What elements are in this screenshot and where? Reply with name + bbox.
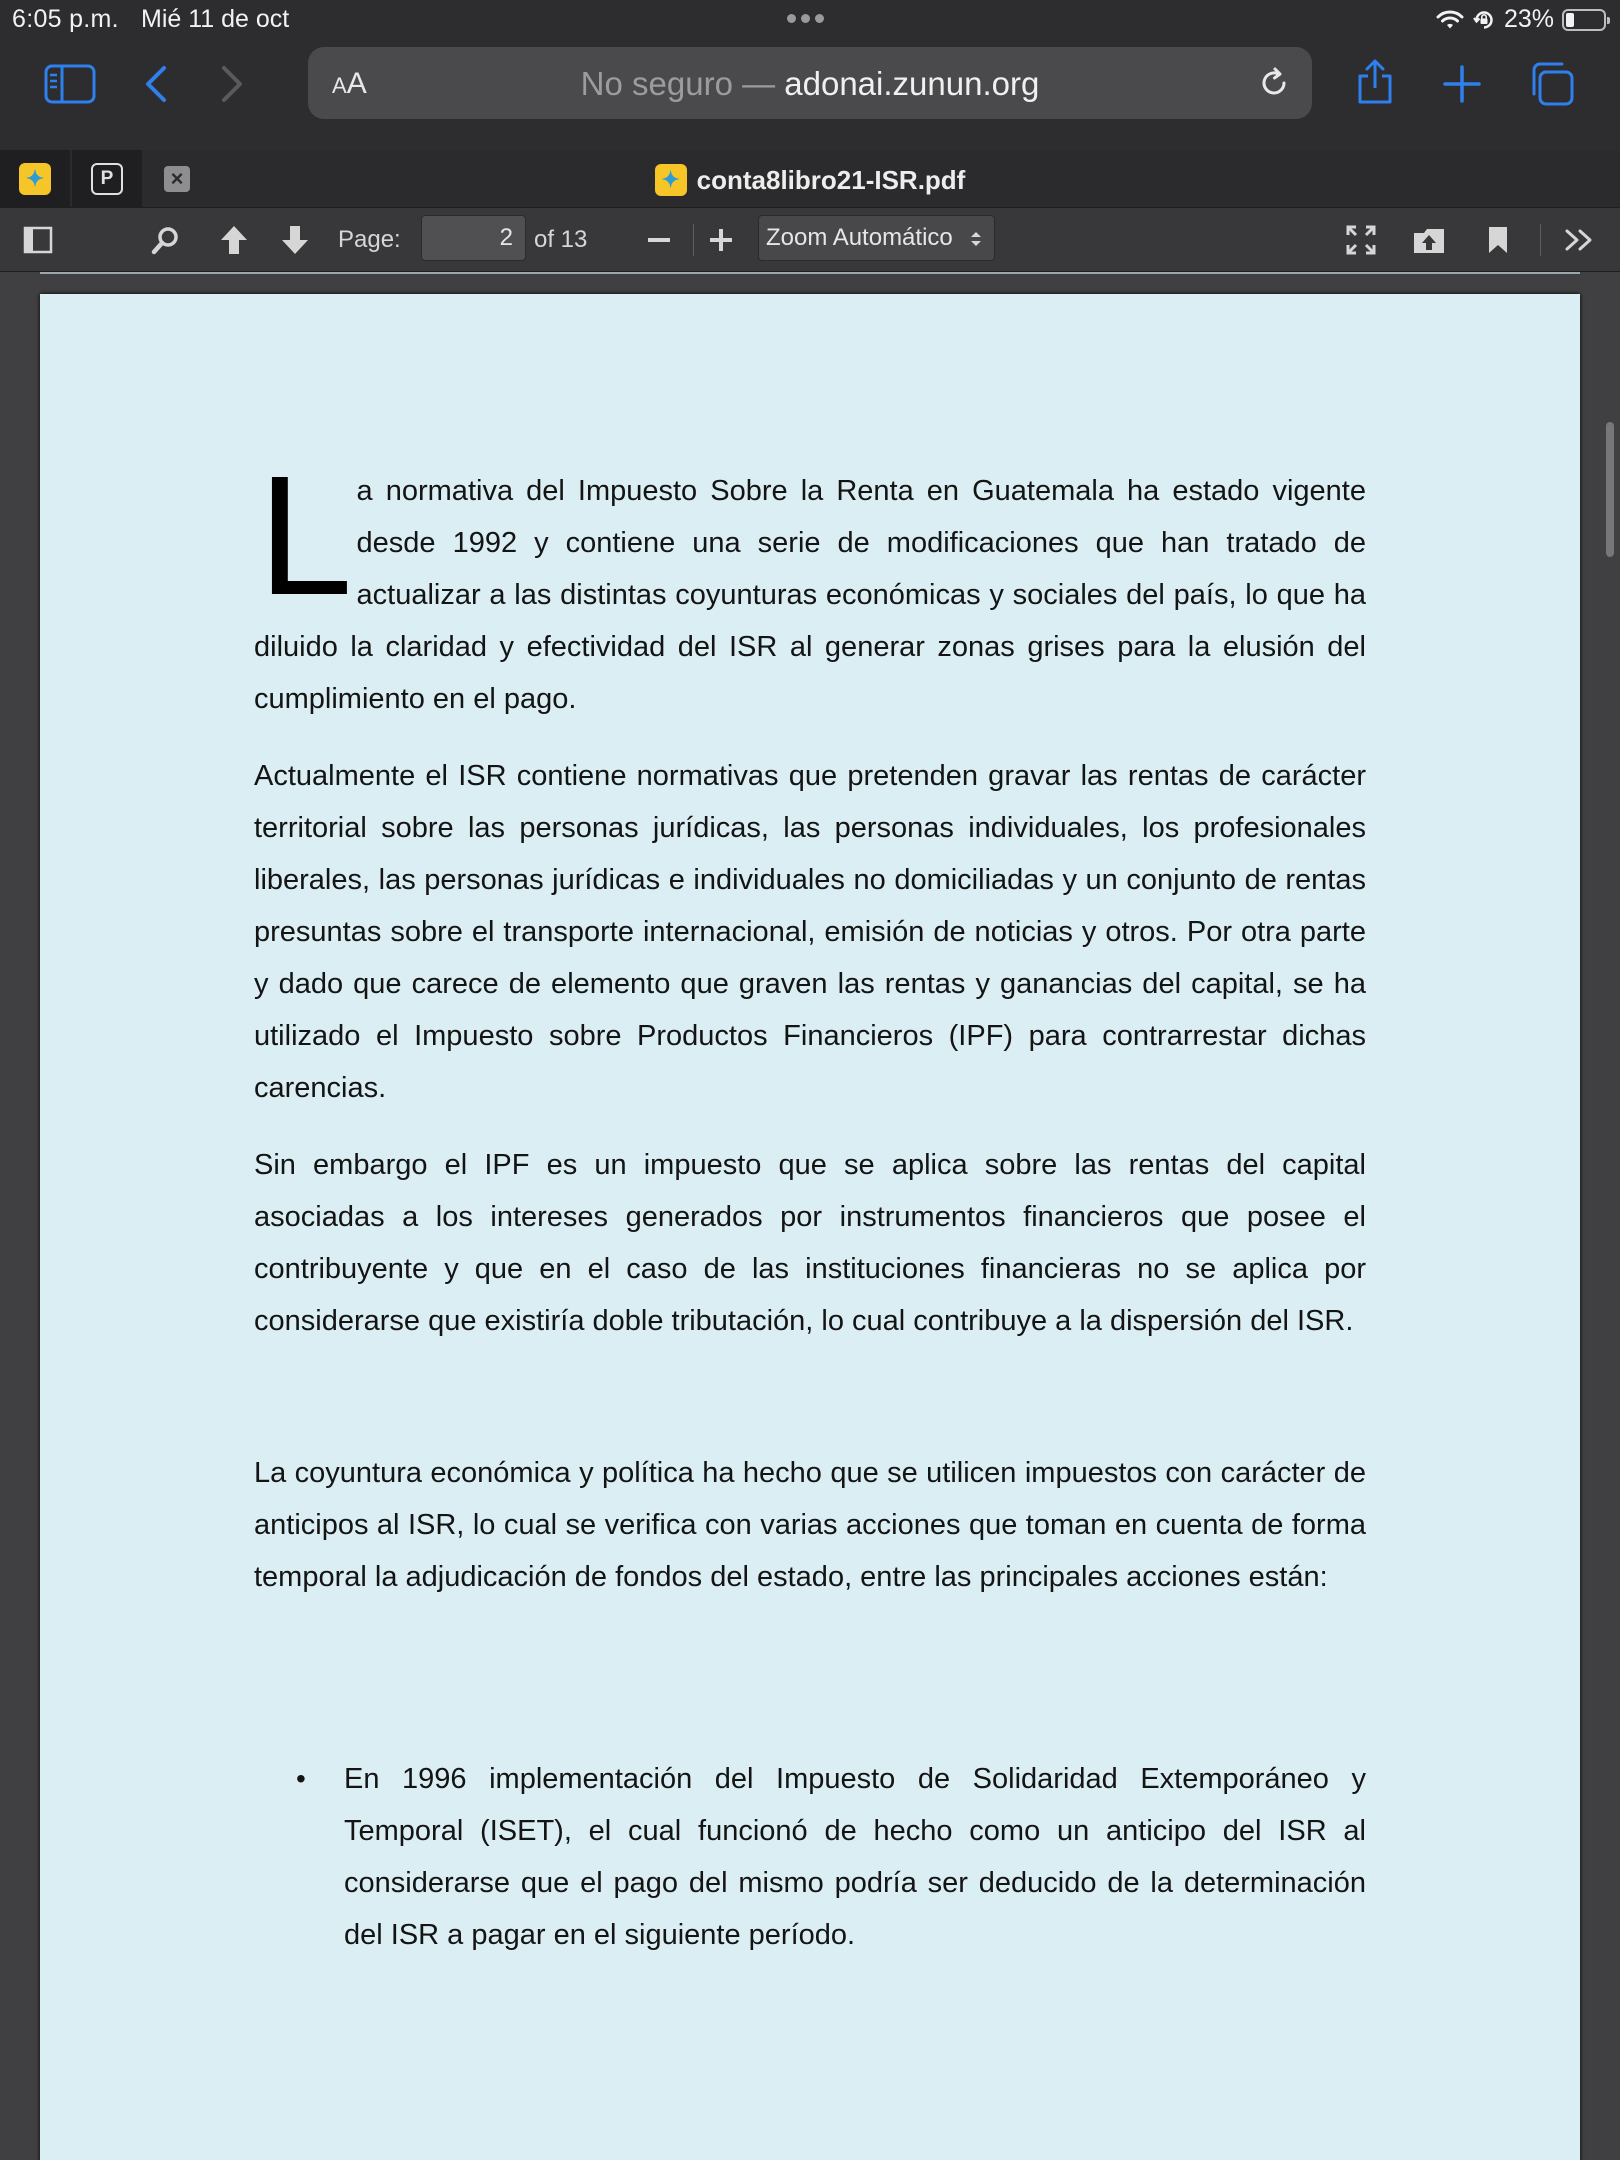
vertical-scrollbar[interactable] — [1606, 422, 1614, 557]
status-bar — [0, 0, 1620, 40]
search-icon[interactable] — [151, 225, 181, 255]
bookmark-icon[interactable] — [1487, 225, 1509, 255]
next-page-icon[interactable] — [280, 224, 310, 256]
tabs-overview-icon[interactable] — [1528, 60, 1576, 108]
bullet-item-1: • En 1996 implementación del Impuesto de Solidaridad Extemporáneo y Temporal (ISET), el cual funcionó de hecho como un anticipo del ISR al considerarse que el pago del mismo podría ser deducido de la determinación del ISR a pagar en el siguiente período. — [254, 1753, 1366, 1961]
active-tab[interactable] — [0, 164, 1620, 196]
page-number-input[interactable]: 2 — [421, 215, 526, 261]
close-icon: × — [164, 166, 190, 192]
multitasking-dots-icon[interactable] — [787, 14, 824, 23]
paragraph-3: Sin embargo el IPF es un impuesto que se aplica sobre las rentas del capital asociadas a los intereses generados por instrumentos financieros que posee el contribuyente y que en el caso de las instituciones financieras no se aplica por considerarse que existiría doble tributación, lo cual contribuye a la dispersión del ISR. — [254, 1149, 1366, 1337]
presentation-mode-icon[interactable] — [1346, 225, 1376, 255]
status-date: Mié 11 de oct — [141, 5, 290, 33]
pdf-toolbar — [0, 208, 1620, 272]
paragraph-1: La normativa del Impuesto Sobre la Renta en Guatemala ha estado vigente desde 1992 y contiene una serie de modificaciones que han tratado de actualizar a las distintas coyunturas económicas y sociales del país, lo que ha diluido la claridad y efectividad del ISR al generar zonas grises para la elusión del cumplimiento en el pago. — [254, 441, 1366, 715]
paragraph-4: La coyuntura económica y política ha hecho que se utilicen impuestos con carácter de anticipos al ISR, lo cual se verifica con varias acciones que toman en cuenta de forma temporal la adjudicación de fondos del estado, entre las principales acciones están: — [254, 1457, 1366, 1593]
wifi-icon — [1436, 9, 1464, 31]
toolbar-separator — [693, 224, 694, 256]
pdf-page — [40, 294, 1580, 2160]
status-right — [1436, 5, 1606, 34]
open-file-icon[interactable] — [1412, 225, 1446, 255]
status-time: 6:05 p.m. — [12, 5, 119, 33]
url-text[interactable]: No seguro — adonai.zunun.org — [580, 65, 1040, 102]
zoom-select[interactable]: Zoom Automático — [758, 215, 995, 261]
toggle-sidebar-icon[interactable] — [22, 224, 54, 256]
sidebar-icon[interactable] — [44, 64, 96, 104]
toolbar-separator — [1540, 224, 1541, 256]
forward-icon[interactable] — [218, 64, 248, 104]
share-icon[interactable] — [1354, 58, 1396, 106]
drop-cap: L — [258, 441, 353, 631]
tools-chevron-icon[interactable] — [1564, 228, 1596, 252]
page-label: Page: — [338, 226, 401, 253]
page-content — [254, 441, 1366, 1986]
active-tab-title: conta8libro21-ISR.pdf — [696, 164, 966, 195]
previous-page-icon[interactable] — [219, 224, 249, 256]
hummingbird-favicon-icon: ✦ — [19, 163, 51, 195]
zoom-in-icon[interactable] — [709, 228, 733, 252]
zoom-out-icon[interactable] — [647, 230, 671, 250]
hummingbird-favicon-icon: ✦ — [655, 164, 687, 196]
previous-page-edge — [40, 272, 1580, 274]
new-tab-icon[interactable] — [1442, 64, 1482, 104]
reader-aa-button[interactable]: AA — [332, 67, 367, 100]
select-arrows-icon — [970, 229, 982, 249]
paragraph-2: Actualmente el ISR contiene normativas que pretenden gravar las rentas de carácter territorial sobre las personas jurídicas, las personas individuales, los profesionales liberales, las personas jurídicas e individuales no domiciliadas y un conjunto de rentas presuntas sobre el transporte internacional, emisión de noticias y otros. Por otra parte y dado que carece de elemento que graven las rentas y ganancias del capital, se ha utilizado el Impuesto sobre Productos Financieros (IPF) para contrarrestar dichas carencias. — [254, 760, 1366, 1104]
pdf-viewer[interactable] — [0, 272, 1620, 2160]
page-count: of 13 — [534, 226, 588, 253]
battery-icon — [1562, 9, 1606, 31]
p-favicon-icon: P — [91, 163, 123, 195]
browser-toolbar — [0, 40, 1620, 150]
back-icon[interactable] — [140, 64, 170, 104]
battery-percent: 23% — [1503, 5, 1554, 33]
tab-bar — [0, 150, 1620, 208]
address-bar[interactable] — [308, 47, 1312, 119]
orientation-lock-icon — [1472, 8, 1496, 32]
reload-icon[interactable] — [1256, 65, 1292, 101]
